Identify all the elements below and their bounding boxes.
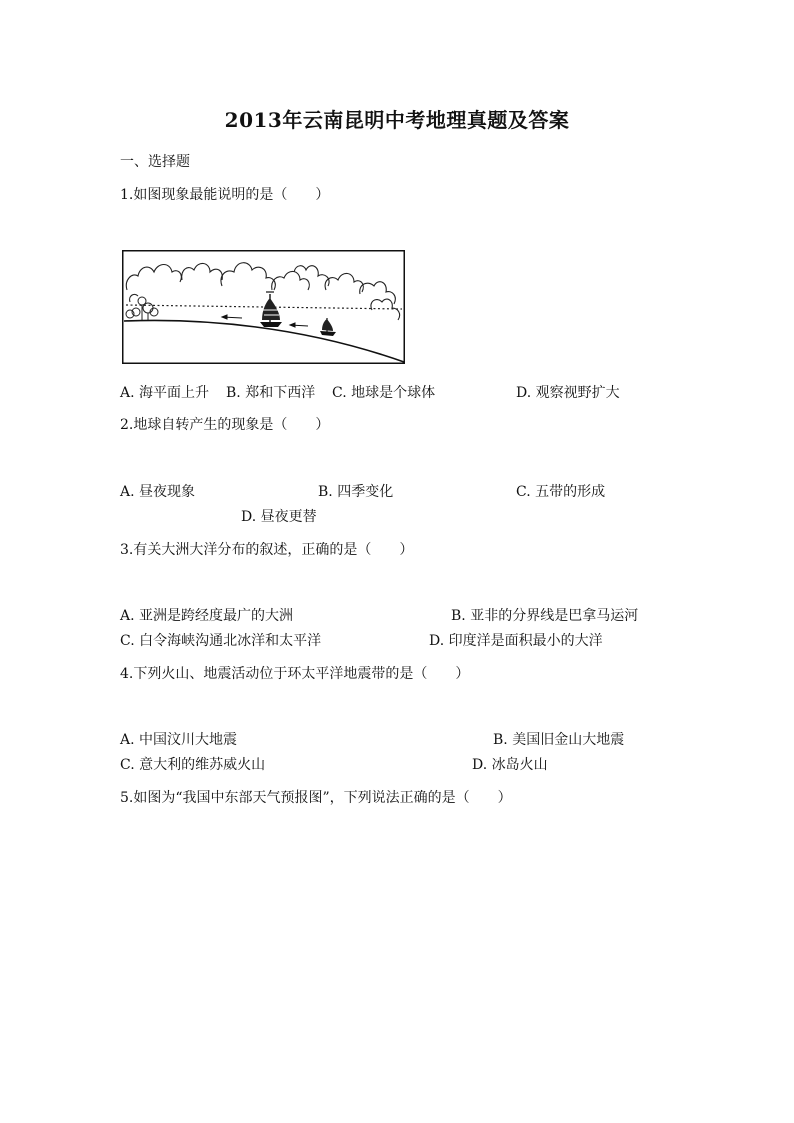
question-4-option-a[interactable]: A. 中国汶川大地震 — [120, 732, 238, 748]
question-1-option-a[interactable]: A. 海平面上升 — [120, 385, 210, 401]
question-5-stem: 5.如图为“我国中东部天气预报图”，下列说法正确的是（ ） — [120, 790, 512, 806]
question-4-stem: 4.下列火山、地震活动位于环太平洋地震带的是（ ） — [120, 666, 470, 682]
question-1-option-c[interactable]: C. 地球是个球体 — [332, 385, 436, 401]
question-2-stem: 2.地球自转产生的现象是（ ） — [120, 417, 330, 433]
question-1-option-b[interactable]: B. 郑和下西洋 — [226, 385, 316, 401]
question-3-option-d[interactable]: D. 印度洋是面积最小的大洋 — [429, 633, 603, 649]
question-1-stem: 1.如图现象最能说明的是（ ） — [120, 187, 330, 203]
question-4-option-b[interactable]: B. 美国旧金山大地震 — [493, 732, 625, 748]
question-1-option-d[interactable]: D. 观察视野扩大 — [516, 385, 620, 401]
question-2-option-c[interactable]: C. 五带的形成 — [516, 484, 606, 500]
question-3-option-a[interactable]: A. 亚洲是跨经度最广的大洲 — [120, 608, 294, 624]
question-3-option-c[interactable]: C. 白令海峡沟通北冰洋和太平洋 — [120, 633, 322, 649]
question-2-option-b[interactable]: B. 四季变化 — [318, 484, 394, 500]
section-heading: 一、选择题 — [120, 154, 190, 170]
question-2-option-d[interactable]: D. 昼夜更替 — [241, 509, 317, 525]
figure-ships-horizon — [122, 250, 405, 364]
question-4-option-c[interactable]: C. 意大利的维苏威火山 — [120, 757, 266, 773]
question-3-option-b[interactable]: B. 亚非的分界线是巴拿马运河 — [451, 608, 639, 624]
question-3-stem: 3.有关大洲大洋分布的叙述，正确的是（ ） — [120, 542, 414, 558]
question-4-option-d[interactable]: D. 冰岛火山 — [472, 757, 548, 773]
page-title: 2013年云南昆明中考地理真题及答案 — [224, 108, 570, 132]
question-2-option-a[interactable]: A. 昼夜现象 — [120, 484, 196, 500]
